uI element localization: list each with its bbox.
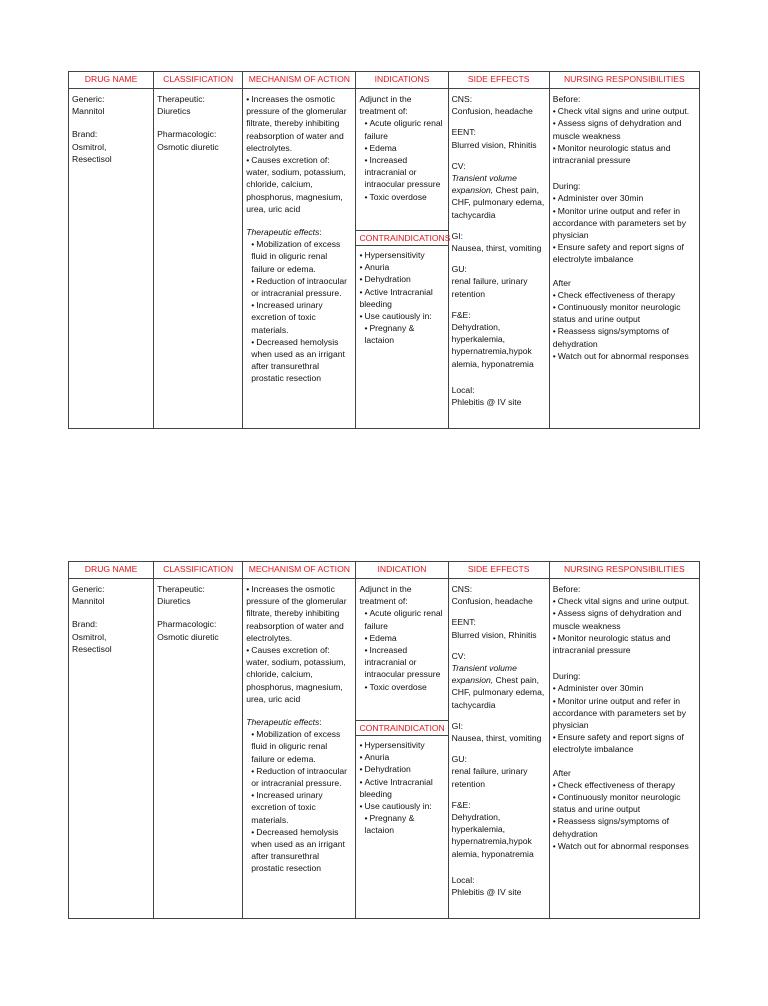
caution-item: • Pregnany & lactaion [359,322,444,346]
after-title: After [552,767,571,778]
before-title: Before: [552,584,581,594]
mechanism-item: • Causes excretion of: water, sodium, potassium, chloride, calcium, phosphorus, magnesium, urea, uric acid [246,644,352,705]
before-item: • Monitor neurologic status and intracranial pressure [553,142,696,166]
mechanism-cell [243,579,356,919]
drug-table-1 [68,71,700,429]
after-item: • Watch out for abnormal responses [553,350,696,362]
before-item: • Check vital signs and urine output. [553,105,696,117]
header-mechanism: MECHANISM OF ACTION [243,72,356,89]
therapeutic-class: Therapeutic: Diuretics [157,584,205,607]
drug-name-cell [69,579,154,919]
generic-name: Generic: Mannitol [72,584,105,607]
classification-cell [154,89,243,429]
local-label: Local: [451,384,475,395]
gu-effects: renal failure, urinary retention [451,766,528,789]
effect-item: • Reduction of intraocular or intracranial pressure. [246,765,352,789]
brand-name: Brand: Osmitrol, Resectisol [72,129,112,164]
local-effects: Phlebitis @ IV site [451,397,522,408]
eent-label: EENT: [451,617,476,628]
effect-item: • Decreased hemolysis when used as an irrigant after transurethral prostatic resection [246,826,352,875]
drug-name-cell [69,89,154,429]
indication-item: • Edema [359,632,444,644]
header-indications: INDICATIONS [356,72,448,89]
drug-row [69,579,700,919]
drug-table-2 [68,561,700,919]
indications-intro: Adjunct in the treatment of: [359,94,412,117]
contraindication-item: • Use cautiously in: [359,310,444,322]
contraindication-item: • Hypersensitivity [359,739,444,751]
eent-label: EENT: [451,127,476,138]
indications-cell [356,579,448,919]
pharmacologic-class: Pharmacologic: Osmotic diuretic [157,129,219,152]
effect-item: • Reduction of intraocular or intracranial pressure. [246,275,352,299]
cv-label: CV: [451,160,466,171]
eent-effects: Blurred vision, Rhinitis [451,139,537,150]
indication-item: • Toxic overdose [359,191,444,203]
gu-effects: renal failure, urinary retention [451,276,528,299]
indications-cell [356,89,451,429]
therapeutic-class: Therapeutic: Diuretics [157,94,205,117]
effect-item: • Mobilization of excess fluid in oliguric renal failure or edema. [246,728,352,765]
during-item: • Monitor urine output and refer in accordance with parameters set by physician [553,205,696,242]
after-item: • Continuously monitor neurologic status and urine output [553,301,696,325]
contraindication-item: • Hypersensitivity [359,249,444,261]
effect-item: • Increased urinary excretion of toxic materials. [246,789,352,826]
cns-label: CNS: [451,94,473,104]
cns-effects: Confusion, headache [451,106,533,117]
therapeutic-effects-title: Therapeutic effects: [246,227,322,238]
cns-effects: Confusion, headache [451,596,533,607]
mechanism-cell [243,89,356,429]
nursing-cell [549,89,699,429]
contraindication-item: • Anuria [359,261,444,273]
cns-label: CNS: [451,584,473,594]
before-item: • Assess signs of dehydration and muscle weakness [553,607,696,631]
header-side-effects: SIDE EFFECTS [448,562,549,579]
contraindications-title: CONTRAINDICATIONS [356,230,447,246]
gi-label: GI: [451,720,464,731]
header-classification: CLASSIFICATION [154,72,243,89]
fe-effects: Dehydration, hyperkalemia, hypernatremia,hypok alemia, hyponatremia [451,322,534,369]
gi-effects: Nausea, thirst, vomiting [451,733,542,744]
after-item: • Continuously monitor neurologic status and urine output [553,791,696,815]
pharmacologic-class: Pharmacologic: Osmotic diuretic [157,619,219,642]
indication-item: • Edema [359,142,444,154]
gi-effects: Nausea, thirst, vomiting [451,243,542,254]
contraindication-item: • Anuria [359,751,444,763]
after-item: • Reassess signs/symptoms of dehydration [553,325,696,349]
indications-intro: Adjunct in the treatment of: [359,584,412,607]
mechanism-item: • Increases the osmotic pressure of the glomerular filtrate, thereby inhibiting reabsorption of water and electrolytes. [246,93,352,154]
header-mechanism: MECHANISM OF ACTION [243,562,356,579]
effect-item: • Mobilization of excess fluid in oliguric renal failure or edema. [246,238,352,275]
indication-item: • Acute oliguric renal failure [359,607,444,631]
after-item: • Check effectiveness of therapy [553,779,696,791]
header-nursing: NURSING RESPONSIBILITIES [549,562,699,579]
during-item: • Ensure safety and report signs of electrolyte imbalance [553,731,696,755]
header-row [69,562,700,579]
fe-label: F&E: [451,309,471,320]
header-nursing: NURSING RESPONSIBILITIES [549,72,699,89]
cv-effects: Transient volume expansion, Chest pain, CHF, pulmonary edema, tachycardia [451,663,545,710]
after-item: • Watch out for abnormal responses [553,840,696,852]
header-indications: INDICATION [356,562,448,579]
during-item: • Administer over 30min [553,682,696,694]
before-item: • Monitor neurologic status and intracranial pressure [553,632,696,656]
side-effects-cell [448,579,549,919]
after-title: After [552,277,571,288]
fe-label: F&E: [451,799,471,810]
indication-item: • Toxic overdose [359,681,444,693]
header-side-effects: SIDE EFFECTS [448,72,549,89]
before-item: • Check vital signs and urine output. [553,595,696,607]
eent-effects: Blurred vision, Rhinitis [451,629,537,640]
during-title: During: [552,181,581,192]
side-effects-cell [448,89,549,429]
mechanism-item: • Causes excretion of: water, sodium, potassium, chloride, calcium, phosphorus, magnesium, urea, uric acid [246,154,352,215]
fe-effects: Dehydration, hyperkalemia, hypernatremia,hypok alemia, hyponatremia [451,812,534,859]
mechanism-item: • Increases the osmotic pressure of the glomerular filtrate, thereby inhibiting reabsorption of water and electrolytes. [246,583,352,644]
contraindication-item: • Active Intracranial bleeding [359,776,444,800]
contraindication-item: • Use cautiously in: [359,800,444,812]
therapeutic-effects-title: Therapeutic effects: [246,717,322,728]
effect-item: • Decreased hemolysis when used as an irrigant after transurethral prostatic resection [246,336,352,385]
drug-row [69,89,700,429]
after-item: • Check effectiveness of therapy [553,289,696,301]
during-item: • Administer over 30min [553,192,696,204]
before-item: • Assess signs of dehydration and muscle weakness [553,117,696,141]
contraindication-item: • Active Intracranial bleeding [359,286,444,310]
during-title: During: [552,671,581,682]
header-row [69,72,700,89]
classification-cell [154,579,243,919]
caution-item: • Pregnany & lactaion [359,812,444,836]
gi-label: GI: [451,230,464,241]
local-effects: Phlebitis @ IV site [451,887,522,898]
gu-label: GU: [451,754,467,765]
generic-name: Generic: Mannitol [72,94,105,117]
local-label: Local: [451,874,475,885]
indication-item: • Acute oliguric renal failure [359,117,444,141]
during-item: • Ensure safety and report signs of electrolyte imbalance [553,241,696,265]
after-item: • Reassess signs/symptoms of dehydration [553,815,696,839]
cv-label: CV: [451,650,466,661]
brand-name: Brand: Osmitrol, Resectisol [72,619,112,654]
during-item: • Monitor urine output and refer in accordance with parameters set by physician [553,695,696,732]
contraindication-item: • Dehydration [359,273,444,285]
nursing-cell [549,579,699,919]
cv-effects: Transient volume expansion, Chest pain, CHF, pulmonary edema, tachycardia [451,173,545,220]
header-drug-name: DRUG NAME [69,72,154,89]
indication-item: • Increased intracranial or intraocular pressure [359,154,444,191]
header-drug-name: DRUG NAME [69,562,154,579]
indication-item: • Increased intracranial or intraocular pressure [359,644,444,681]
before-title: Before: [552,94,581,104]
contraindications-title: CONTRAINDICATION [356,720,447,736]
contraindication-item: • Dehydration [359,763,444,775]
effect-item: • Increased urinary excretion of toxic materials. [246,299,352,336]
header-classification: CLASSIFICATION [154,562,243,579]
gu-label: GU: [451,264,467,275]
